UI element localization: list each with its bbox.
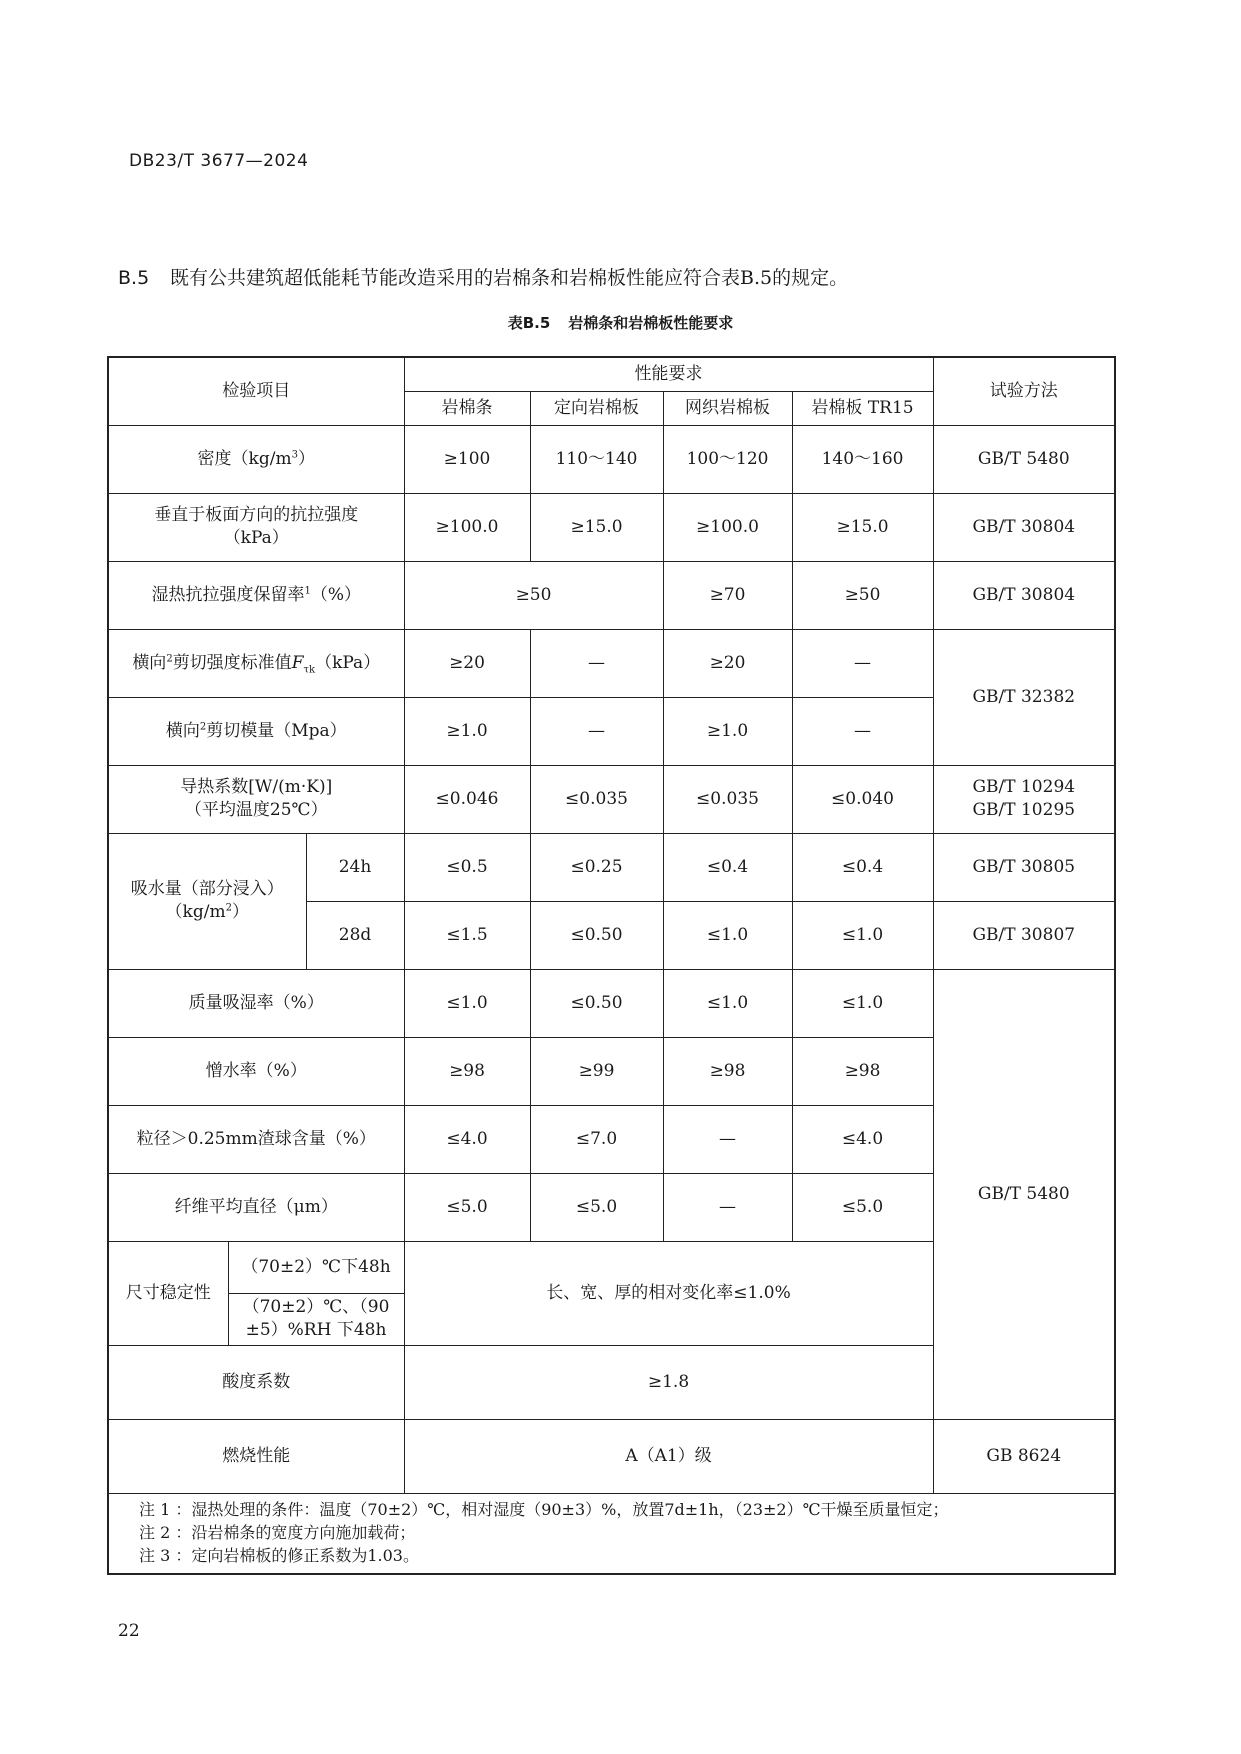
cell-value: ≥100.0 bbox=[663, 493, 792, 561]
table-row-conductivity bbox=[108, 765, 1115, 833]
cell-value: ≥100.0 bbox=[404, 493, 530, 561]
cell-value: ≤1.0 bbox=[792, 901, 933, 969]
cell-value: ≤5.0 bbox=[404, 1173, 530, 1241]
note-1: 注 1 ：湿热处理的条件：温度（70±2）℃，相对湿度（90±3）%，放置7d±1h，（23±2）℃干燥至质量恒定； bbox=[139, 1499, 949, 1519]
cell-method: GB/T 5480 bbox=[933, 425, 1115, 493]
cell-method: GB/T 10294 GB/T 10295 bbox=[933, 765, 1115, 833]
cell-value: ≥20 bbox=[663, 629, 792, 697]
cell-value: ≥1.8 bbox=[404, 1345, 933, 1419]
cell-value: ≥1.0 bbox=[663, 697, 792, 765]
row-label: 密度$(kg/m^3)$ bbox=[108, 425, 404, 493]
row-label: 质量吸湿率（%） bbox=[108, 969, 404, 1037]
clause-number: B.5 bbox=[118, 267, 150, 289]
cell-value: ≥98 bbox=[404, 1037, 530, 1105]
cell-value: ≤0.040 bbox=[792, 765, 933, 833]
cell-value: ≤0.25 bbox=[530, 833, 663, 901]
cell-value: ≥70 bbox=[663, 561, 792, 629]
cell-value: — bbox=[792, 697, 933, 765]
table-row-hygro-tensile bbox=[108, 561, 1115, 629]
cell-value: ≥99 bbox=[530, 1037, 663, 1105]
row-label: 导热系数[W/(m·K)] （平均温度25℃） bbox=[108, 765, 404, 833]
cell-value: ≤1.5 bbox=[404, 901, 530, 969]
cell-value: 140～160 bbox=[792, 425, 933, 493]
spec-table bbox=[107, 356, 1116, 1575]
cell-value: — bbox=[792, 629, 933, 697]
cell-value: ≥50 bbox=[404, 561, 663, 629]
cell-value: ≥1.0 bbox=[404, 697, 530, 765]
row-label: 横向$^2$剪切模量（Mpa） bbox=[108, 697, 404, 765]
table-number: 表B.5 bbox=[507, 314, 551, 332]
cell-value: ≤1.0 bbox=[792, 969, 933, 1037]
row-label: 湿热抗拉强度保留率$^1$（%） bbox=[108, 561, 404, 629]
cell-method: GB/T 32382 bbox=[933, 629, 1115, 765]
cell-value: — bbox=[530, 697, 663, 765]
table-notes bbox=[108, 1493, 1115, 1574]
header-product: 定向岩棉板 bbox=[530, 391, 663, 425]
row-label: 酸度系数 bbox=[108, 1345, 404, 1419]
table-row-moisture bbox=[108, 969, 1115, 1037]
note-3: 注 3 ：定向岩棉板的修正系数为1.03。 bbox=[139, 1545, 419, 1565]
cell-value: ≤0.035 bbox=[530, 765, 663, 833]
cell-value: 长、宽、厚的相对变化率≤1.0% bbox=[404, 1241, 933, 1345]
note-2: 注 2 ：沿岩棉条的宽度方向施加载荷； bbox=[139, 1522, 416, 1542]
clause-b5 bbox=[118, 263, 848, 290]
cell-value: 110～140 bbox=[530, 425, 663, 493]
cell-value: ≤1.0 bbox=[663, 901, 792, 969]
header-product: 岩棉条 bbox=[404, 391, 530, 425]
cell-condition: （70±2）℃、（90 ±5）%RH 下48h bbox=[228, 1293, 404, 1345]
cell-value: ≥15.0 bbox=[792, 493, 933, 561]
table-row-tensile bbox=[108, 493, 1115, 561]
row-label: 纤维平均直径（μm） bbox=[108, 1173, 404, 1241]
header-method: 试验方法 bbox=[933, 357, 1115, 425]
cell-value: — bbox=[663, 1105, 792, 1173]
cell-value: ≤1.0 bbox=[663, 969, 792, 1037]
table-row-notes bbox=[108, 1493, 1115, 1574]
table-row-water-24h bbox=[108, 833, 1115, 901]
cell-method: GB/T 30804 bbox=[933, 493, 1115, 561]
cell-value: A（A1）级 bbox=[404, 1419, 933, 1493]
cell-value: ≤5.0 bbox=[792, 1173, 933, 1241]
cell-value: ≥20 bbox=[404, 629, 530, 697]
cell-value: ≤0.4 bbox=[663, 833, 792, 901]
cell-method: GB/T 30804 bbox=[933, 561, 1115, 629]
standard-code: DB23/T 3677—2024 bbox=[129, 151, 309, 171]
cell-value: ≤0.5 bbox=[404, 833, 530, 901]
cell-method: GB/T 30807 bbox=[933, 901, 1115, 969]
table-title-text: 岩棉条和岩棉板性能要求 bbox=[568, 314, 734, 332]
row-label: 燃烧性能 bbox=[108, 1419, 404, 1493]
row-label: 垂直于板面方向的抗拉强度 （kPa） bbox=[108, 493, 404, 561]
cell-method: GB/T 5480 bbox=[933, 969, 1115, 1419]
cell-value: ≤4.0 bbox=[404, 1105, 530, 1173]
cell-value: ≤0.50 bbox=[530, 901, 663, 969]
cell-value: ≤0.046 bbox=[404, 765, 530, 833]
cell-value: ≤7.0 bbox=[530, 1105, 663, 1173]
header-product: 网织岩棉板 bbox=[663, 391, 792, 425]
cell-value: ≤5.0 bbox=[530, 1173, 663, 1241]
row-label: 尺寸稳定性 bbox=[108, 1241, 228, 1345]
row-label: 粒径＞0.25mm渣球含量（%） bbox=[108, 1105, 404, 1173]
cell-value: — bbox=[663, 1173, 792, 1241]
page-number: 22 bbox=[118, 1621, 140, 1641]
cell-condition: （70±2）℃下48h bbox=[228, 1241, 404, 1293]
table-row-density bbox=[108, 425, 1115, 493]
header-product: 岩棉板 TR15 bbox=[792, 391, 933, 425]
cell-value: ≤0.50 bbox=[530, 969, 663, 1037]
cell-value: ≥15.0 bbox=[530, 493, 663, 561]
row-label: 横向$^2$剪切强度标准值$F_{\tau k}(kPa)$ bbox=[108, 629, 404, 697]
cell-value: ≥100 bbox=[404, 425, 530, 493]
cell-value: ≥98 bbox=[792, 1037, 933, 1105]
cell-value: 100～120 bbox=[663, 425, 792, 493]
row-label: 憎水率（%） bbox=[108, 1037, 404, 1105]
cell-method: GB 8624 bbox=[933, 1419, 1115, 1493]
cell-value: ≤4.0 bbox=[792, 1105, 933, 1173]
table-row-fire bbox=[108, 1419, 1115, 1493]
clause-text: 既有公共建筑超低能耗节能改造采用的岩棉条和岩棉板性能应符合表B.5的规定。 bbox=[170, 267, 849, 289]
cell-value: ≤0.035 bbox=[663, 765, 792, 833]
header-item: 检验项目 bbox=[108, 357, 404, 425]
cell-value: ≥50 bbox=[792, 561, 933, 629]
table-title bbox=[0, 312, 1241, 333]
table-row-shear-strength bbox=[108, 629, 1115, 697]
row-label: 吸水量（部分浸入） $(kg/m^2)$ bbox=[108, 833, 306, 969]
cell-period: 24h bbox=[306, 833, 404, 901]
cell-value: ≥98 bbox=[663, 1037, 792, 1105]
header-requirements: 性能要求 bbox=[404, 357, 933, 391]
header-row-1 bbox=[108, 357, 1115, 391]
cell-period: 28d bbox=[306, 901, 404, 969]
cell-value: ≤0.4 bbox=[792, 833, 933, 901]
cell-method: GB/T 30805 bbox=[933, 833, 1115, 901]
cell-value: — bbox=[530, 629, 663, 697]
cell-value: ≤1.0 bbox=[404, 969, 530, 1037]
